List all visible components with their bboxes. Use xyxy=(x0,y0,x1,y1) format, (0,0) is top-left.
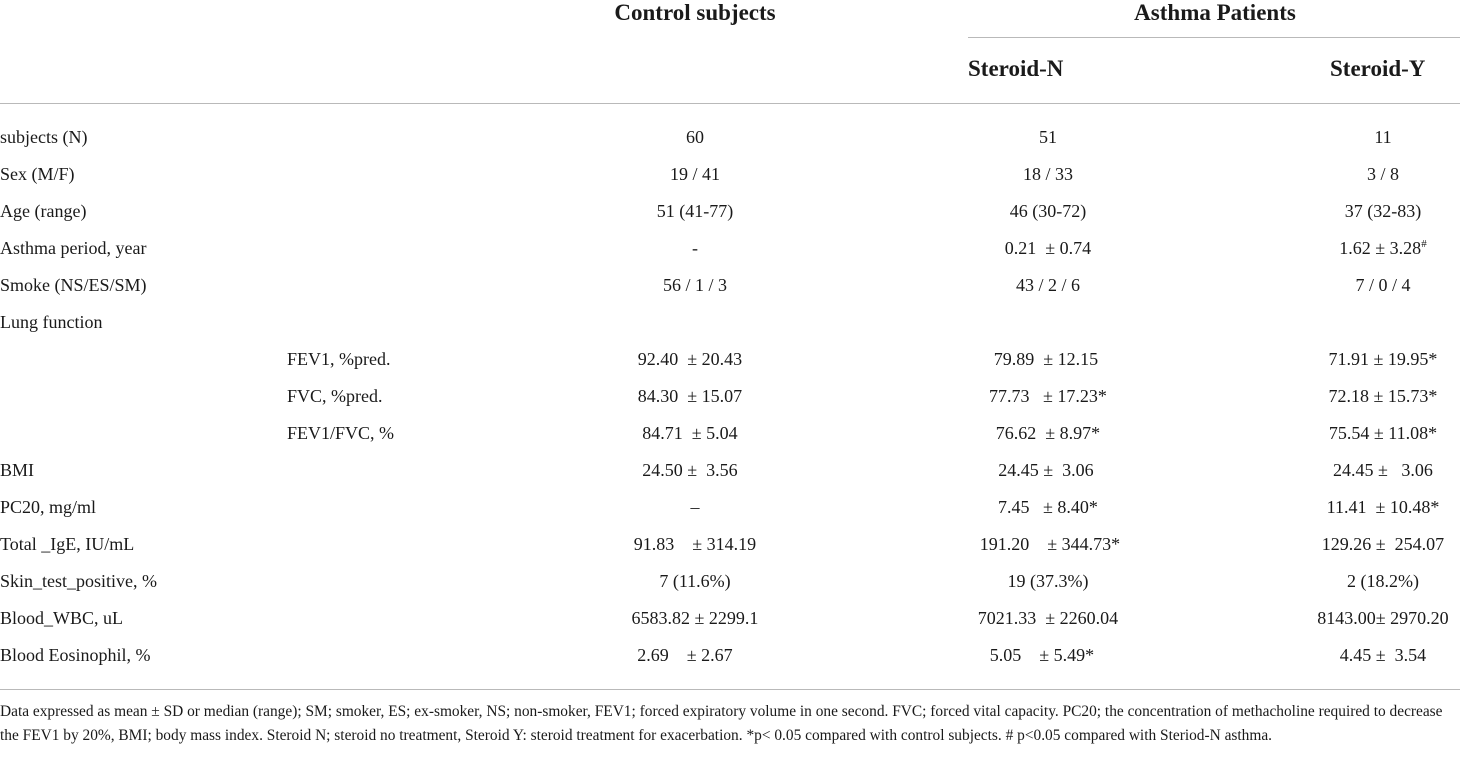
row-label: Skin_test_positive, % xyxy=(0,571,157,591)
row-label: PC20, mg/ml xyxy=(0,497,97,517)
control-value: 60 xyxy=(686,127,704,147)
steroid-n-value: 46 (30-72) xyxy=(1009,201,1087,221)
steroid-y-value xyxy=(1339,238,1426,259)
steroid-y-value: 75.54 ± 11.08* xyxy=(1328,423,1438,443)
control-subjects-header: Control subjects xyxy=(614,0,776,25)
steroid-y-value: 129.26 ± 254.07 xyxy=(1321,534,1445,554)
control-value: - xyxy=(692,238,698,258)
steroid-n-value: 191.20 ± 344.73* xyxy=(979,534,1121,554)
steroid-n-value: 19 (37.3%) xyxy=(1007,571,1089,591)
steroid-y-value: 71.91 ± 19.95* xyxy=(1328,349,1438,369)
control-value: 7 (11.6%) xyxy=(659,571,731,591)
steroid-y-value: 37 (32-83) xyxy=(1344,201,1422,221)
steroid-n-value: 5.05 ± 5.49* xyxy=(989,645,1095,665)
control-value: – xyxy=(690,497,700,517)
row-label: Blood Eosinophil, % xyxy=(0,645,151,665)
row-label: Asthma period, year xyxy=(0,238,147,258)
row-label: Smoke (NS/ES/SM) xyxy=(0,275,147,295)
control-value: 6583.82 ± 2299.1 xyxy=(631,608,759,628)
table-footnote: Data expressed as mean ± SD or median (range); SM; smoker, ES; ex-smoker, NS; non-smoker, FEV1; forced expiratory volume in one second. FVC; forced vital capacity. PC20; the concentration of methacholine required to decrease the FEV1 by 20%, BMI; body mass index. Steroid N; steroid no treatment, Steroid Y: steroid treatment for exacerbation. *p< 0.05 compared with control subjects. # p<0.05 compared with Steriod-N asthma. xyxy=(0,703,1443,744)
steroid-n-value: 43 / 2 / 6 xyxy=(1015,275,1081,295)
steroid-y-value: 11.41 ± 10.48* xyxy=(1326,497,1440,517)
control-value: 19 / 41 xyxy=(669,164,721,184)
significance-mark: # xyxy=(1421,238,1427,250)
row-label: Total _IgE, IU/mL xyxy=(0,534,135,554)
section-label-lung-function: Lung function xyxy=(0,312,103,332)
steroid-y-value: 11 xyxy=(1374,127,1392,147)
control-value: 51 (41-77) xyxy=(656,201,734,221)
row-label: Sex (M/F) xyxy=(0,164,75,184)
steroid-n-value: 79.89 ± 12.15 xyxy=(993,349,1099,369)
steroid-n-value: 77.73 ± 17.23* xyxy=(989,386,1107,406)
asthma-group-rule xyxy=(968,37,1460,38)
steroid-n-value: 24.45 ± 3.06 xyxy=(998,460,1094,480)
control-value: 84.71 ± 5.04 xyxy=(642,423,738,443)
steroid-n-value: 7021.33 ± 2260.04 xyxy=(977,608,1119,628)
bottom-rule xyxy=(0,689,1460,690)
steroid-n-header: Steroid-N xyxy=(968,56,1064,81)
row-label-indented: FVC, %pred. xyxy=(287,386,383,406)
steroid-y-value: 2 (18.2%) xyxy=(1347,571,1419,591)
control-value: 84.30 ± 15.07 xyxy=(637,386,743,406)
steroid-y-value: 4.45 ± 3.54 xyxy=(1339,645,1427,665)
row-label-indented: FEV1/FVC, % xyxy=(287,423,395,443)
steroid-y-header: Steroid-Y xyxy=(1330,56,1426,81)
steroid-n-value: 7.45 ± 8.40* xyxy=(998,497,1098,517)
row-label-indented: FEV1, %pred. xyxy=(287,349,391,369)
steroid-y-value: 7 / 0 / 4 xyxy=(1355,275,1411,295)
steroid-y-value: 3 / 8 xyxy=(1366,164,1400,184)
steroid-n-value: 76.62 ± 8.97* xyxy=(995,423,1101,443)
row-label: Blood_WBC, uL xyxy=(0,608,124,628)
steroid-y-value: 72.18 ± 15.73* xyxy=(1328,386,1438,406)
asthma-patients-header: Asthma Patients xyxy=(1134,0,1296,25)
control-value: 56 / 1 / 3 xyxy=(662,275,728,295)
control-value: 91.83 ± 314.19 xyxy=(633,534,757,554)
row-label: Age (range) xyxy=(0,201,87,221)
steroid-y-value-text: 1.62 ± 3.28 xyxy=(1339,238,1422,258)
control-value: 24.50 ± 3.56 xyxy=(642,460,738,480)
steroid-n-value: 51 xyxy=(1039,127,1057,147)
steroid-y-value: 24.45 ± 3.06 xyxy=(1333,460,1433,480)
steroid-n-value: 0.21 ± 0.74 xyxy=(1004,238,1092,258)
header-rule xyxy=(0,103,1460,104)
steroid-y-value: 8143.00± 2970.20 xyxy=(1317,608,1449,628)
control-value: 92.40 ± 20.43 xyxy=(637,349,743,369)
row-label: BMI xyxy=(0,460,35,480)
control-value: 2.69 ± 2.67 xyxy=(637,645,733,665)
steroid-n-value: 18 / 33 xyxy=(1022,164,1074,184)
row-label: subjects (N) xyxy=(0,127,88,147)
